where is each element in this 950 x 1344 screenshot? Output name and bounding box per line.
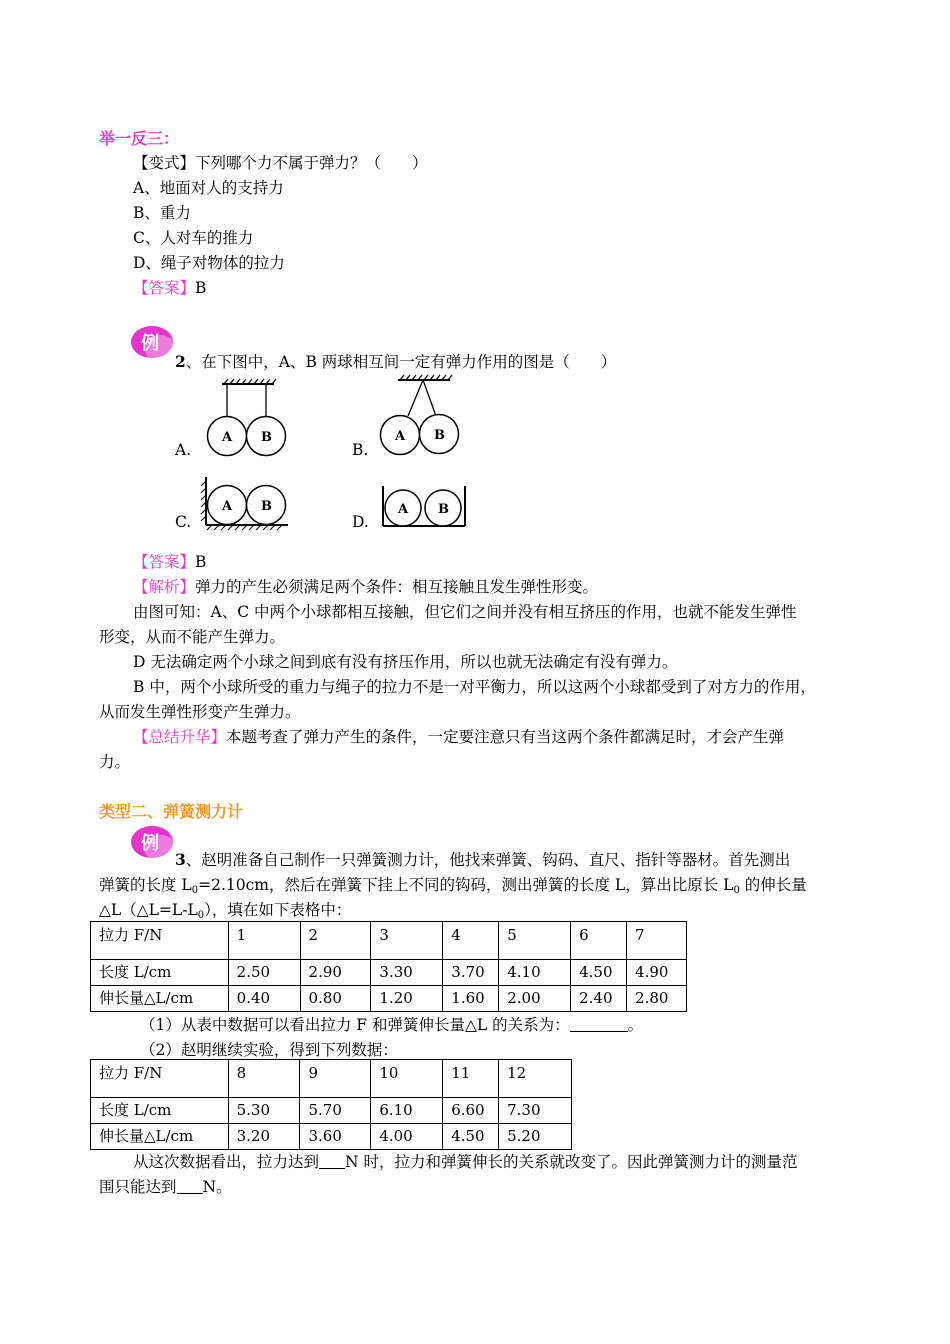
conclusion-line1 bbox=[133, 1150, 798, 1172]
variant-question-text: 下列哪个力不属于弹力？（ ） bbox=[195, 154, 428, 172]
table-row bbox=[91, 960, 687, 986]
example3-intro-line1 bbox=[175, 848, 790, 870]
table-cell: 4.90 bbox=[627, 960, 687, 986]
table-cell: 4.10 bbox=[499, 960, 571, 986]
intro-text-a: 弹簧的长度 L bbox=[99, 876, 192, 894]
summary-tag: 【总结升华】 bbox=[133, 728, 227, 746]
figure-label-a: A. bbox=[175, 441, 192, 459]
question-1-text: （1）从表中数据可以看出拉力 F 和弹簧伸长量△L 的关系为： bbox=[140, 1016, 570, 1034]
intro-text-d: △L（△L=L-L bbox=[99, 901, 198, 919]
ball-b-label: B bbox=[434, 428, 445, 443]
table-cell: 拉力 F/N bbox=[91, 922, 229, 960]
analysis-text: 弹力的产生必须满足两个条件：相互接触且发生弹性形变。 bbox=[195, 578, 599, 596]
table-cell: 5.70 bbox=[300, 1098, 371, 1124]
table-cell: 长度 L/cm bbox=[91, 1098, 229, 1124]
table-row bbox=[91, 1098, 572, 1124]
intro-text-c: 的伸长量 bbox=[739, 876, 807, 894]
analysis-para3-line2: 从而发生弹性形变产生弹力。 bbox=[99, 703, 301, 721]
summary-text: 本题考查了弹力产生的条件，一定要注意只有当这两个条件都满足时，才会产生弹 bbox=[226, 728, 785, 746]
ball-b-label: B bbox=[261, 499, 272, 514]
analysis-para1-line2: 形变，从而不能产生弹力。 bbox=[99, 628, 286, 646]
table-cell: 0.40 bbox=[228, 986, 300, 1012]
subscript-zero: 0 bbox=[197, 910, 205, 921]
table-cell: 5.30 bbox=[228, 1098, 300, 1124]
table-cell: 3.70 bbox=[443, 960, 499, 986]
table-cell: 3.60 bbox=[300, 1124, 371, 1150]
option-d: D、绳子对物体的拉力 bbox=[133, 254, 285, 272]
table-cell: 2.90 bbox=[300, 960, 371, 986]
table-cell: 4.50 bbox=[443, 1124, 499, 1150]
section-heading-practice: 举一反三： bbox=[99, 129, 180, 148]
table-cell: 4 bbox=[443, 922, 499, 960]
table-cell: 伸长量△L/cm bbox=[91, 986, 229, 1012]
subscript-zero: 0 bbox=[191, 885, 199, 896]
answer-blank bbox=[570, 1017, 628, 1032]
example-badge-label: 例 bbox=[141, 833, 159, 854]
example2-number: 2 bbox=[175, 352, 186, 371]
table-cell: 9 bbox=[300, 1060, 371, 1098]
table-cell: 2.50 bbox=[228, 960, 300, 986]
answer-tag: 【答案】 bbox=[133, 553, 196, 571]
table-cell: 1.60 bbox=[443, 986, 499, 1012]
example2-question-text: 、在下图中，A、B 两球相互间一定有弹力作用的图是（ ） bbox=[185, 353, 617, 371]
option-b: B、重力 bbox=[133, 204, 191, 222]
answer-value: B bbox=[195, 553, 207, 571]
table-cell: 10 bbox=[371, 1060, 443, 1098]
table-cell: 4.00 bbox=[371, 1124, 443, 1150]
table-cell: 拉力 F/N bbox=[91, 1060, 229, 1098]
example2-question bbox=[175, 350, 616, 372]
conclusion-text-d: N。 bbox=[202, 1178, 232, 1196]
answer-line-2 bbox=[133, 550, 206, 572]
analysis-tag: 【解析】 bbox=[133, 578, 196, 596]
figure-c-corner-balls bbox=[198, 473, 294, 531]
question-2: （2）赵明继续实验，得到下列数据： bbox=[140, 1041, 398, 1059]
conclusion-text-a: 从这次数据看出，拉力达到 bbox=[133, 1153, 320, 1171]
table-cell: 3 bbox=[371, 922, 443, 960]
table-cell: 12 bbox=[499, 1060, 572, 1098]
example3-number: 3 bbox=[175, 850, 186, 869]
question-1-end: 。 bbox=[627, 1016, 644, 1034]
conclusion-line2 bbox=[99, 1175, 232, 1197]
figure-d-boxed-balls bbox=[380, 484, 470, 530]
table-row bbox=[91, 922, 687, 960]
table-cell: 6.10 bbox=[371, 1098, 443, 1124]
figure-label-c: C. bbox=[175, 513, 192, 531]
table-cell: 6 bbox=[571, 922, 627, 960]
table-cell: 长度 L/cm bbox=[91, 960, 229, 986]
table-cell: 8 bbox=[228, 1060, 300, 1098]
table-cell: 7 bbox=[627, 922, 687, 960]
table-cell: 11 bbox=[443, 1060, 499, 1098]
example-badge-label: 例 bbox=[141, 333, 159, 354]
answer-line-1 bbox=[133, 276, 206, 298]
table-cell: 1.20 bbox=[371, 986, 443, 1012]
answer-value: B bbox=[195, 279, 207, 297]
example3-intro-text: 、赵明准备自己制作一只弹簧测力计，他找来弹簧、钩码、直尺、指针等器材。首先测出 bbox=[185, 851, 791, 869]
table-row bbox=[91, 1124, 572, 1150]
answer-blank bbox=[177, 1179, 203, 1194]
section-heading-spring-scale: 类型二、弹簧测力计 bbox=[99, 802, 244, 821]
analysis-para3-line1: B 中，两个小球所受的重力与绳子的拉力不是一对平衡力，所以这两个小球都受到了对方力的作用， bbox=[133, 678, 816, 696]
table-cell: 5 bbox=[499, 922, 571, 960]
table-row bbox=[91, 1060, 572, 1098]
answer-tag: 【答案】 bbox=[133, 279, 196, 297]
option-a: A、地面对人的支持力 bbox=[133, 179, 284, 197]
figure-label-b: B. bbox=[352, 441, 369, 459]
table-row bbox=[91, 986, 687, 1012]
analysis-para1-line1: 由图可知：A、C 中两个小球都相互接触，但它们之间并没有相互挤压的作用，也就不能发生弹性 bbox=[133, 603, 797, 621]
table-cell: 7.30 bbox=[499, 1098, 572, 1124]
ball-a-label: A bbox=[222, 499, 233, 514]
table-cell: 2.00 bbox=[499, 986, 571, 1012]
table-cell: 2 bbox=[300, 922, 371, 960]
ball-a-label: A bbox=[398, 502, 409, 517]
analysis-line bbox=[133, 575, 598, 597]
intro-text-e: ），填在如下表格中： bbox=[204, 901, 352, 919]
subscript-zero: 0 bbox=[733, 885, 740, 896]
variant-tag: 【变式】 bbox=[133, 154, 196, 172]
table-cell: 3.30 bbox=[371, 960, 443, 986]
ball-a-label: A bbox=[395, 429, 406, 444]
table-cell: 3.20 bbox=[228, 1124, 300, 1150]
conclusion-text-b: N 时，拉力和弹簧伸长的关系就改变了。因此弹簧测力计的测量范 bbox=[345, 1153, 798, 1171]
option-c: C、人对车的推力 bbox=[133, 229, 254, 247]
figure-a-hanging-balls bbox=[200, 376, 300, 458]
table-cell: 伸长量△L/cm bbox=[91, 1124, 229, 1150]
example-badge-icon bbox=[130, 822, 178, 864]
analysis-para2: D 无法确定两个小球之间到底有没有挤压作用，所以也就无法确定有没有弹力。 bbox=[133, 653, 678, 671]
example-badge-icon bbox=[130, 322, 178, 364]
question-1 bbox=[140, 1013, 643, 1035]
example3-intro-line2 bbox=[99, 873, 807, 896]
figure-b-hanging-balls bbox=[376, 372, 476, 458]
intro-text-b: =2.10cm，然后在弹簧下挂上不同的钩码，测出弹簧的长度 L，算出比原长 L bbox=[198, 876, 734, 894]
figure-label-d: D. bbox=[352, 513, 369, 531]
table-cell: 2.80 bbox=[627, 986, 687, 1012]
summary-line2: 力。 bbox=[99, 753, 131, 771]
table-cell: 6.60 bbox=[443, 1098, 499, 1124]
conclusion-text-c: 围只能达到 bbox=[99, 1178, 177, 1196]
table-cell: 5.20 bbox=[499, 1124, 572, 1150]
table-cell: 1 bbox=[228, 922, 300, 960]
ball-a-label: A bbox=[222, 430, 233, 445]
table-cell: 0.80 bbox=[300, 986, 371, 1012]
table-cell: 4.50 bbox=[571, 960, 627, 986]
data-table-1 bbox=[90, 921, 687, 1012]
table-cell: 2.40 bbox=[571, 986, 627, 1012]
example3-intro-line3 bbox=[99, 898, 351, 921]
data-table-2 bbox=[90, 1059, 572, 1150]
ball-b-label: B bbox=[261, 430, 272, 445]
variant-question bbox=[133, 151, 428, 173]
ball-b-label: B bbox=[438, 502, 449, 517]
answer-blank bbox=[319, 1154, 345, 1169]
summary-line1 bbox=[133, 725, 784, 747]
